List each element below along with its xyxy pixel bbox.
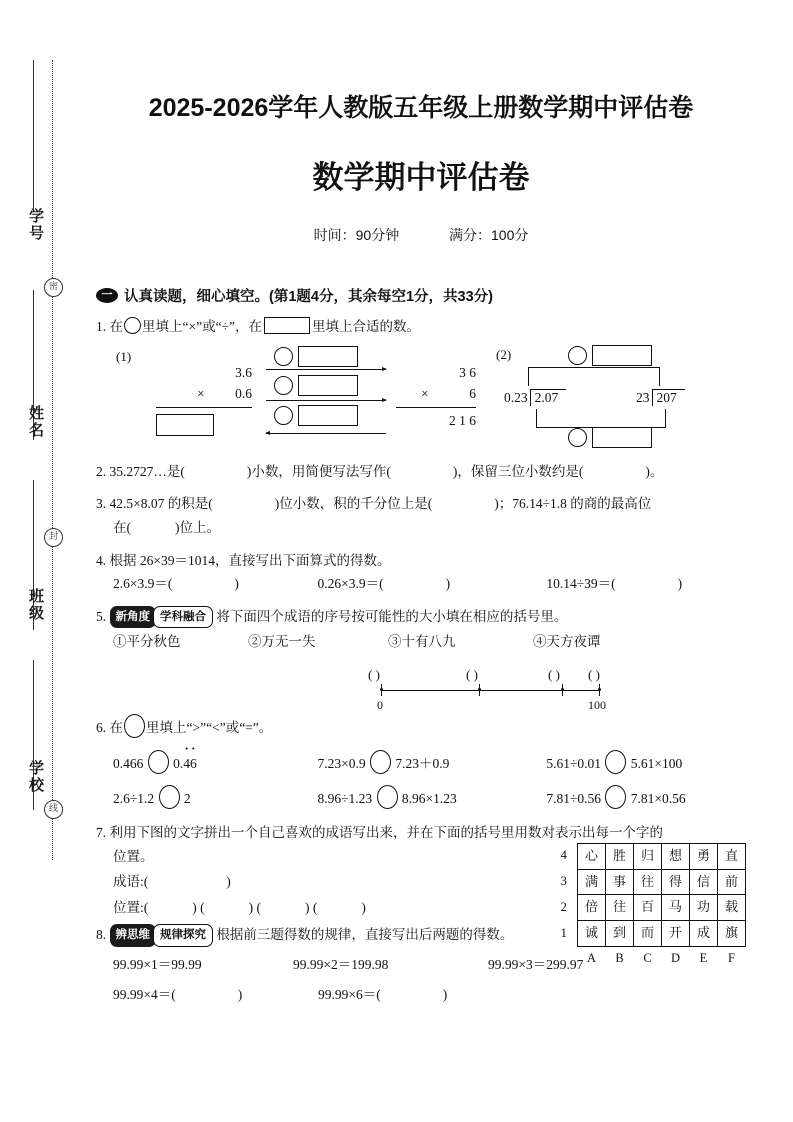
vcalc-left-answer-box[interactable] xyxy=(156,414,214,436)
grid-cell-B2: 往 xyxy=(606,895,634,921)
sidebar-label-name: 姓名 xyxy=(27,405,44,439)
division-left-dividend: 2.07 xyxy=(530,389,567,406)
idiom-option-2: ②万无一失 xyxy=(248,634,316,650)
circle-blank-icon[interactable] xyxy=(274,347,293,366)
question-4-item-1-expr: 2.6×3.9＝( xyxy=(113,576,173,592)
circle-blank-icon[interactable] xyxy=(605,750,626,774)
grid-cell-D4: 想 xyxy=(662,843,690,869)
compare-item xyxy=(113,750,318,776)
question-8-given-3: 99.99×3＝299.97 xyxy=(488,957,584,972)
number-line-answer-slot-2[interactable]: ( ) xyxy=(466,667,478,682)
compare-left: 7.81÷0.56 xyxy=(546,791,602,807)
table-row xyxy=(551,895,746,921)
grid-col-header-C: C xyxy=(643,950,652,965)
question-1-figures xyxy=(96,343,746,451)
question-8-ask-1-expr: 99.99×4＝( xyxy=(113,986,176,1002)
question-1-sub-2-label: (2) xyxy=(496,346,512,362)
vcalc-right-result: 2 1 6 xyxy=(449,412,476,428)
compare-right: 0.4 ·6 · xyxy=(173,756,197,771)
number-line-answer-slot-1[interactable]: ( ) xyxy=(368,667,380,682)
grid-cell-E1: 成 xyxy=(690,921,718,947)
division-right-divisor: 23 xyxy=(636,389,650,405)
exam-duration: 时间：90分钟 xyxy=(313,227,400,243)
repeating-digit-4: 4 · xyxy=(183,752,190,776)
vcalc-left-operand-1: 3.6 xyxy=(235,364,252,380)
question-4-item-3 xyxy=(546,572,746,596)
question-6-row-2 xyxy=(96,785,746,811)
number-line-answer-slot-3[interactable]: ( ) xyxy=(548,667,560,682)
grid-cell-D3: 得 xyxy=(662,869,690,895)
number-line-dot-0 xyxy=(380,688,383,691)
question-8-ask-2-expr: 99.99×6＝( xyxy=(318,986,381,1002)
grid-cell-A2: 倍 xyxy=(578,895,606,921)
grid-cell-C1: 而 xyxy=(634,921,662,947)
page-title-main: 2025-2026学年人教版五年级上册数学期中评估卷 xyxy=(148,94,694,122)
seal-strip xyxy=(22,60,84,860)
transform-column xyxy=(274,343,390,428)
compare-right: 2 xyxy=(183,791,191,807)
grid-cell-C4: 归 xyxy=(634,843,662,869)
grid-cell-B3: 事 xyxy=(606,869,634,895)
grid-cell-B1: 到 xyxy=(606,921,634,947)
number-line-label-start: 0 xyxy=(377,698,383,712)
circle-blank-icon[interactable] xyxy=(124,714,145,738)
table-row xyxy=(551,869,746,895)
question-4-item-3-expr: 10.14÷39＝( xyxy=(546,576,616,592)
grid-cell-B4: 胜 xyxy=(606,843,634,869)
grid-cell-A3: 满 xyxy=(578,869,606,895)
grid-cell-E3: 信 xyxy=(690,869,718,895)
question-4-item-2 xyxy=(318,572,547,596)
transform-arrow-1 xyxy=(266,369,386,370)
question-2-part-2: )小数，用简便写法写作( xyxy=(246,463,391,479)
section-number-badge: 一 xyxy=(96,288,118,303)
grid-cell-F1: 旗 xyxy=(718,921,746,947)
compare-left: 0.466 xyxy=(113,755,144,771)
question-1-sub-2-figure xyxy=(496,343,746,451)
table-row xyxy=(551,946,746,970)
grid-cell-D2: 马 xyxy=(662,895,690,921)
seal-char-xian: 线 xyxy=(44,800,63,819)
division-left-divisor: 0.23 xyxy=(504,389,528,405)
question-2-part-1: 35.2727…是( xyxy=(109,463,185,479)
grid-row-header-2: 2 xyxy=(560,899,567,914)
exam-total-score: 满分：100分 xyxy=(449,227,529,243)
transform-arrow-2 xyxy=(266,400,386,401)
page-title-sub: 数学期中评估卷 xyxy=(312,160,530,195)
question-4-item-1 xyxy=(113,572,318,596)
badge-critical-thinking: 辨思维 xyxy=(110,924,157,946)
circle-blank-icon[interactable] xyxy=(148,750,169,774)
question-4 xyxy=(96,549,746,596)
circle-blank-icon[interactable] xyxy=(568,428,587,447)
circle-blank-icon[interactable] xyxy=(274,376,293,395)
grid-row-header-4: 4 xyxy=(560,848,567,863)
number-line-dot-100 xyxy=(598,688,601,691)
question-6-row-1 xyxy=(96,750,746,776)
seal-dotted-line xyxy=(52,60,53,860)
grid-cell-F2: 载 xyxy=(718,895,746,921)
paren-close: ) xyxy=(361,899,366,915)
vcalc-right-operand-1: 3 6 xyxy=(459,364,476,380)
bracket-bottom xyxy=(536,409,666,428)
question-1-text-b: 里填上“×”或“÷”，在 xyxy=(142,319,262,334)
vcalc-left-operand-2: 0.6 xyxy=(235,385,252,401)
grid-cell-A4: 心 xyxy=(578,843,606,869)
grid-col-header-E: E xyxy=(699,950,708,965)
paren-close: ) xyxy=(226,874,231,890)
question-1-text-a: 在 xyxy=(109,319,123,334)
question-7-position-label: 位置:( xyxy=(113,899,149,915)
question-5 xyxy=(96,605,746,710)
grid-cell-F3: 前 xyxy=(718,869,746,895)
vertical-calc-left xyxy=(156,365,252,435)
paren-pair: ) ( xyxy=(305,899,318,915)
sidebar-label-student-id: 学号 xyxy=(27,208,44,242)
question-3-line-2 xyxy=(96,516,746,540)
grid-cell-F4: 直 xyxy=(718,843,746,869)
grid-cell-E4: 勇 xyxy=(690,843,718,869)
grid-row-header-3: 3 xyxy=(560,874,567,889)
circle-blank-icon[interactable] xyxy=(159,785,180,809)
question-7-idiom-label: 成语:( xyxy=(113,874,149,890)
question-8-text: 根据前三题得数的规律，直接写出后两题的得数。 xyxy=(216,927,514,943)
question-8-given-1: 99.99×1＝99.99 xyxy=(113,957,202,972)
compare-left: 5.61÷0.01 xyxy=(546,755,602,771)
table-row xyxy=(551,843,746,869)
grid-cell-E2: 功 xyxy=(690,895,718,921)
question-6-number: 6. xyxy=(96,720,107,735)
seal-char-mi: 密 xyxy=(44,278,63,297)
question-7-number: 7. xyxy=(96,824,107,840)
question-8-ask-2 xyxy=(318,983,447,1007)
question-3-part-3: )；76.14÷1.8 的商的最高位 xyxy=(494,496,652,512)
question-5-text: 将下面四个成语的序号按可能性的大小填在相应的括号里。 xyxy=(216,608,568,624)
question-6-text-a: 在 xyxy=(109,720,123,735)
compare-right: 7.23＋0.9 xyxy=(395,755,450,771)
paren-pair: ) ( xyxy=(248,899,261,915)
number-line-label-end: 100 xyxy=(588,698,606,712)
grid-col-header-F: F xyxy=(728,950,735,965)
compare-left: 8.96÷1.23 xyxy=(317,791,373,807)
compare-right: 7.81×0.56 xyxy=(630,791,686,807)
paren-close: ) xyxy=(445,576,451,592)
circle-blank-icon[interactable] xyxy=(370,750,391,774)
sidebar-label-school: 学校 xyxy=(27,760,44,794)
grid-col-header-B: B xyxy=(615,950,624,965)
paren-close: ) xyxy=(677,576,683,592)
question-4-items xyxy=(96,572,746,596)
grid-cell-C3: 往 xyxy=(634,869,662,895)
question-1-sub-1-label: (1) xyxy=(116,348,132,364)
question-3-part-1: 42.5×8.07 的积是( xyxy=(109,496,213,512)
compare-item xyxy=(318,750,547,776)
grid-cell-D1: 开 xyxy=(662,921,690,947)
grid-col-header-D: D xyxy=(670,950,681,965)
transform-arrow-3 xyxy=(266,433,386,434)
character-grid-table xyxy=(551,843,747,971)
bracket-top xyxy=(528,367,660,386)
paren-close: ) xyxy=(442,986,448,1002)
box-blank-field[interactable] xyxy=(264,317,310,334)
compare-item xyxy=(113,785,318,811)
idiom-option-1: ①平分秋色 xyxy=(113,634,181,650)
seal-rule-1 xyxy=(33,60,34,210)
grid-col-header-A: A xyxy=(586,950,597,965)
question-2-number: 2. xyxy=(96,463,107,479)
compare-left: 2.6÷1.2 xyxy=(113,791,155,807)
question-5-number: 5. xyxy=(96,608,107,624)
question-6 xyxy=(96,714,746,811)
compare-item xyxy=(318,785,547,811)
question-1-number: 1. xyxy=(96,319,107,334)
paren-close: ) xyxy=(237,986,243,1002)
question-8-number: 8. xyxy=(96,927,107,943)
question-4-text: 根据 26×39＝1014，直接写出下面算式的得数。 xyxy=(109,552,391,568)
question-8-given-2: 99.99×2＝199.98 xyxy=(293,957,389,972)
compare-right: 5.61×100 xyxy=(630,755,683,771)
compare-item xyxy=(546,785,746,811)
sidebar-label-class: 班级 xyxy=(27,588,44,622)
vcalc-right-operator: × xyxy=(421,385,429,401)
question-2-part-3: )，保留三位小数约是( xyxy=(452,463,584,479)
circle-blank-icon[interactable] xyxy=(568,346,587,365)
box-blank-field[interactable] xyxy=(298,375,358,396)
circle-blank-icon[interactable] xyxy=(377,785,398,809)
question-4-item-2-expr: 0.26×3.9＝( xyxy=(317,576,384,592)
question-3-number: 3. xyxy=(96,496,107,512)
division-right xyxy=(636,389,685,406)
section-header-1 xyxy=(96,285,746,306)
question-4-number: 4. xyxy=(96,552,107,568)
grid-cell-A1: 诚 xyxy=(578,921,606,947)
number-line-axis xyxy=(381,690,599,691)
badge-new-angle: 新角度 xyxy=(110,606,157,628)
idiom-option-3: ③十有八九 xyxy=(388,634,456,650)
section-heading-text: 认真读题，细心填空。(第1题4分，其余每空1分，共33分) xyxy=(124,289,493,305)
question-1 xyxy=(96,315,746,339)
question-2 xyxy=(96,460,746,484)
number-line-dot-mid xyxy=(478,688,481,691)
question-1-text-c: 里填上合适的数。 xyxy=(312,319,420,334)
question-3-part-5: )位上。 xyxy=(175,519,220,535)
question-7-text-1: 利用下图的文字拼出一个自己喜欢的成语写出来，并在下面的括号里用数对表示出每一个字的 xyxy=(109,824,663,840)
question-3-part-2: )位小数，积的千分位上是( xyxy=(274,496,433,512)
question-6-text-b: 里填上“>”“<”或“=”。 xyxy=(146,720,273,735)
compare-right: 8.96×1.23 xyxy=(401,791,457,807)
box-blank-field[interactable] xyxy=(592,345,652,366)
question-3 xyxy=(96,492,746,539)
circle-blank-icon[interactable] xyxy=(274,406,293,425)
circle-blank-icon[interactable] xyxy=(605,785,626,809)
box-blank-field[interactable] xyxy=(298,346,358,367)
paren-close: ) xyxy=(234,576,239,592)
division-right-dividend: 207 xyxy=(652,389,685,406)
compare-item xyxy=(546,750,746,776)
badge-subject-integration: 学科融合 xyxy=(153,606,213,628)
circle-blank-icon[interactable] xyxy=(124,317,141,334)
badge-pattern-inquiry: 规律探究 xyxy=(153,924,213,946)
probability-number-line xyxy=(96,660,746,710)
paren-pair: ) ( xyxy=(192,899,205,915)
idiom-option-4: ④天方夜谭 xyxy=(533,634,601,650)
exam-body xyxy=(96,70,746,1006)
grid-row-header-1: 1 xyxy=(560,925,567,940)
seal-char-feng: 封 xyxy=(44,528,63,547)
exam-meta xyxy=(96,225,746,245)
question-8-ask-1 xyxy=(113,983,318,1007)
table-row xyxy=(551,921,746,947)
grid-cell-C2: 百 xyxy=(634,895,662,921)
compare-left: 7.23×0.9 xyxy=(317,755,366,771)
character-grid xyxy=(551,843,747,971)
vcalc-left-operator: × xyxy=(197,385,205,401)
repeating-digit-6: 6 · xyxy=(190,752,197,776)
question-2-part-4: )。 xyxy=(645,463,664,479)
number-line-answer-slot-4[interactable]: ( ) xyxy=(588,667,600,682)
box-blank-field[interactable] xyxy=(298,405,358,426)
number-line-dot-high xyxy=(561,688,564,691)
box-blank-field[interactable] xyxy=(592,427,652,448)
division-left xyxy=(504,389,566,406)
question-7-text-2: 位置。 xyxy=(113,848,154,864)
question-5-idioms xyxy=(96,630,746,654)
question-8-ask xyxy=(96,983,746,1007)
vertical-calc-right xyxy=(396,365,476,434)
question-3-part-4: 在( xyxy=(113,519,131,535)
vcalc-right-operand-2: 6 xyxy=(469,385,476,401)
